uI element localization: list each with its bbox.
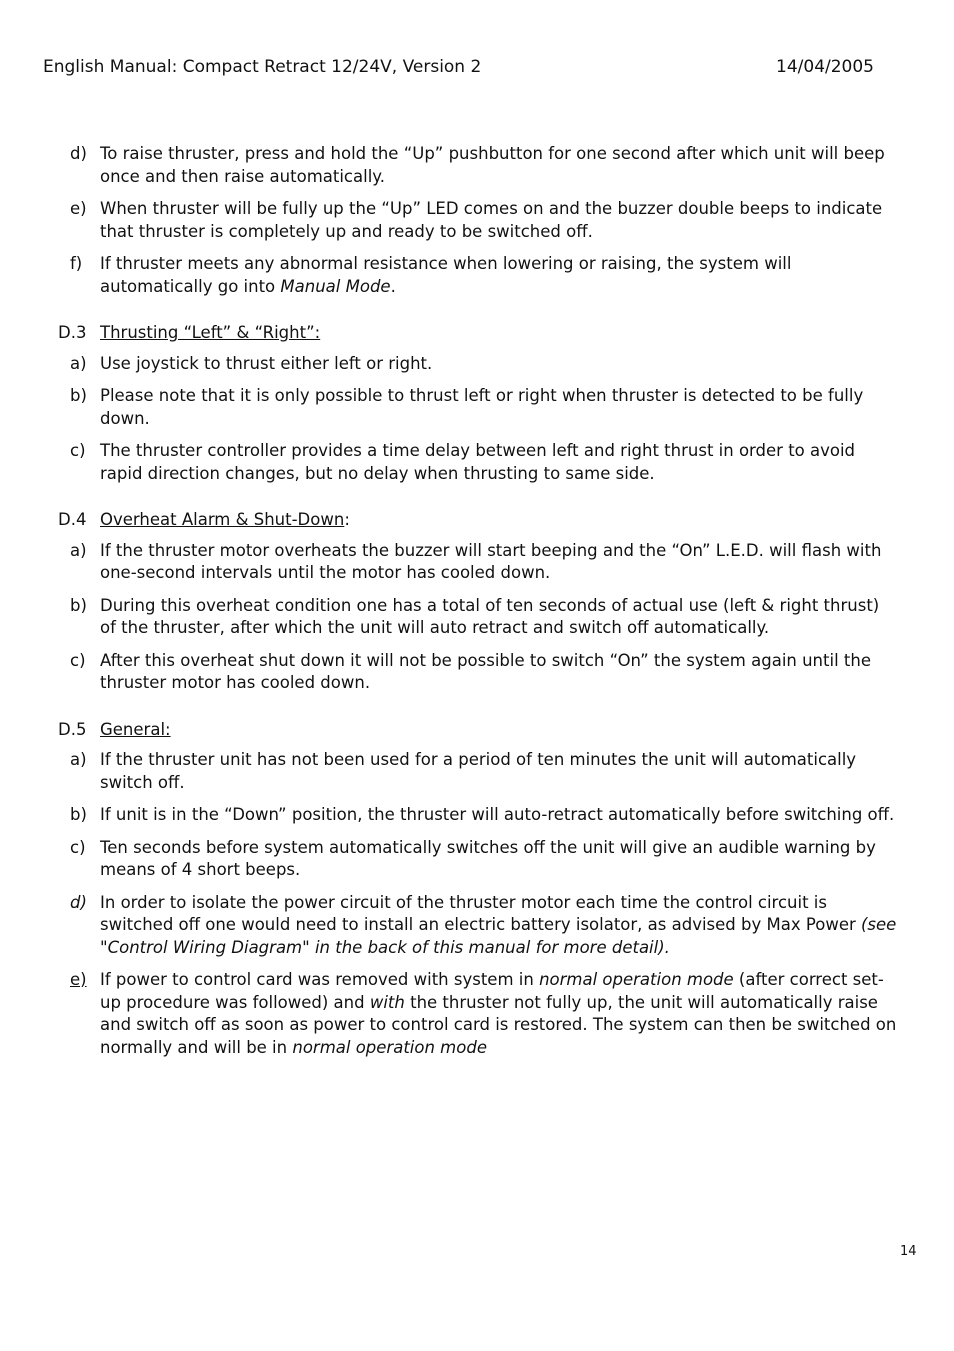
item-text: If power to control card was removed with system in normal operation mode (after correct set-up procedure was followed) and with the thruster not fully up, the unit will automatically raise and switch off as soon as power to control card is restored. The system can then be switched on normally and will be in normal operation mode (100, 970, 897, 1057)
section-title: Overheat Alarm & Shut-Down (100, 510, 345, 529)
item-label: d) (70, 144, 87, 163)
item-label: a) (70, 750, 87, 769)
page-header (43, 56, 874, 78)
document-title: English Manual: Compact Retract 12/24V, Version 2 (43, 57, 482, 77)
item-text: To raise thruster, press and hold the “Up” pushbutton for one second after which unit will beep once and then raise automatically. (100, 144, 885, 186)
item-label: c) (70, 441, 86, 460)
item-label: c) (70, 650, 86, 670)
item-label: d) (70, 892, 87, 912)
item-text: The thruster controller provides a time delay between left and right thrust in order to avoid rapid direction changes, but no delay when thrusting to same side. (100, 441, 856, 483)
list-item (58, 253, 898, 298)
item-label: b) (70, 805, 87, 824)
list-item (58, 540, 898, 585)
item-text: If the thruster unit has not been used for a period of ten minutes the unit will automatically switch off. (100, 750, 857, 792)
document-date: 14/04/2005 (776, 57, 874, 77)
section-heading (58, 509, 898, 532)
item-text: If thruster meets any abnormal resistance when lowering or raising, the system will automatically go into Manual Mode. (100, 254, 792, 296)
item-label: f) (70, 254, 83, 273)
item-label: c) (70, 837, 86, 857)
item-text: After this overheat shut down it will not be possible to switch “On” the system again until the thruster motor has cooled down. (100, 650, 871, 692)
section-heading (58, 322, 898, 345)
page-number: 14 (900, 1244, 917, 1259)
section-number: D.4 (58, 510, 87, 529)
item-text: Use joystick to thrust either left or right. (100, 353, 433, 373)
item-label: e) (70, 970, 87, 989)
section-number: D.3 (58, 323, 87, 342)
list-item (58, 143, 898, 188)
section-title: General: (100, 719, 171, 739)
list-item (58, 440, 898, 485)
item-text: If the thruster motor overheats the buzzer will start beeping and the “On” L.E.D. will flash with one-second intervals until the motor has cooled down. (100, 540, 882, 582)
section-title: Thrusting “Left” & “Right”: (100, 323, 321, 342)
item-label: a) (70, 540, 87, 560)
list-item (58, 650, 898, 695)
item-text: When thruster will be fully up the “Up” LED comes on and the buzzer double beeps to indicate that thruster is completely up and ready to be switched off. (100, 199, 883, 241)
item-label: b) (70, 595, 87, 615)
item-label: e) (70, 199, 87, 218)
list-item (58, 804, 898, 827)
list-item (58, 749, 898, 794)
list-item (58, 595, 898, 640)
item-label: a) (70, 353, 87, 373)
list-item (58, 837, 898, 882)
section-title-suffix: : (344, 510, 350, 529)
item-text: Ten seconds before system automatically switches off the unit will give an audible warning by means of 4 short beeps. (100, 837, 876, 879)
section-number: D.5 (58, 719, 87, 739)
list-item (58, 385, 898, 430)
item-text: In order to isolate the power circuit of the thruster motor each time the control circuit is switched off one would need to install an electric battery isolator, as advised by Max Power (see "Control Wiring Diagram" in the back of this manual for more detail). (100, 892, 897, 957)
list-item (58, 353, 898, 376)
item-label: b) (70, 386, 87, 405)
list-item (58, 892, 898, 960)
item-text: Please note that it is only possible to thrust left or right when thruster is detected to be fully down. (100, 386, 864, 428)
section-heading (58, 719, 898, 742)
list-item (58, 198, 898, 243)
item-text: During this overheat condition one has a total of ten seconds of actual use (left & right thrust) of the thruster, after which the unit will auto retract and switch off automatically. (100, 595, 880, 637)
list-item (58, 969, 898, 1059)
page-content (58, 143, 898, 1069)
item-text: If unit is in the “Down” position, the thruster will auto-retract automatically before switching off. (100, 805, 895, 824)
